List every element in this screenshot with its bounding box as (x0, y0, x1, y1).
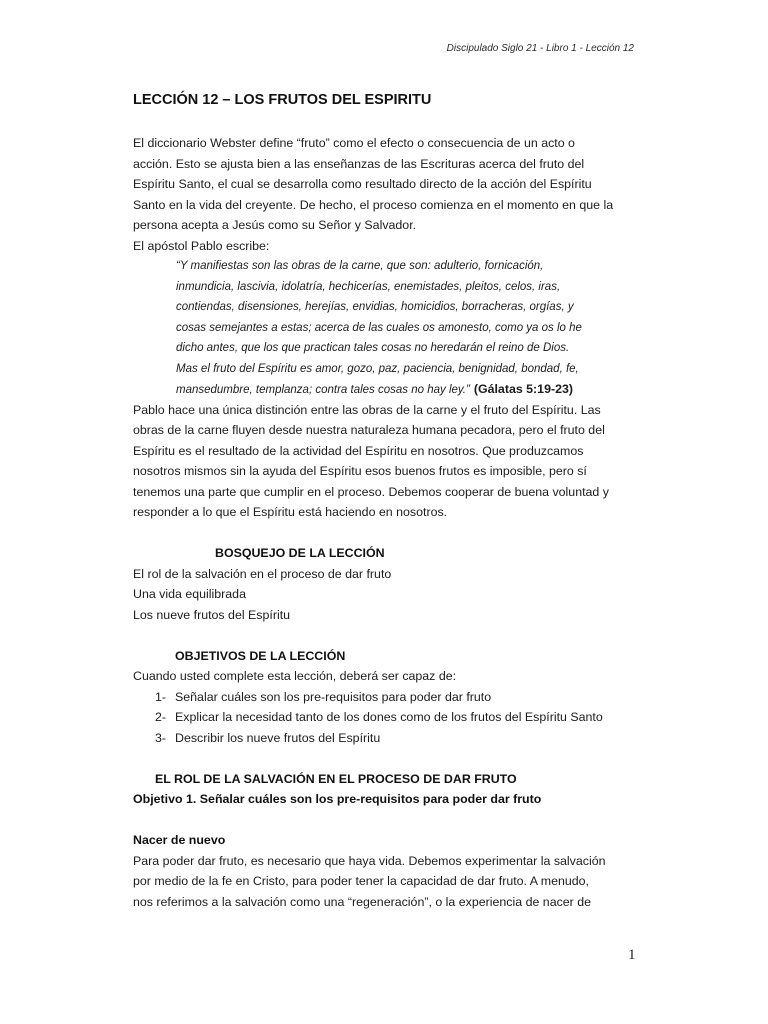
spacer (133, 810, 613, 831)
quote-last-line (133, 379, 613, 400)
spacer (133, 625, 613, 646)
outline-heading: BOSQUEJO DE LA LECCIÓN (215, 546, 385, 560)
objective-text: Describir los nueve frutos del Espíritu (175, 730, 381, 745)
intro-line: Santo en la vida del creyente. De hecho, el proceso comienza en el momento en que la (133, 197, 614, 212)
running-header: Discipulado Siglo 21 - Libro 1 - Lección 12 (446, 43, 634, 54)
objective-number: 1- (155, 689, 167, 704)
quote-line: mansedumbre, templanza; contra tales cosas no hay ley.” (176, 384, 470, 396)
commentary-line: Pablo hace una única distinción entre las obras de la carne y el fruto del Espíritu. Las (133, 402, 601, 417)
commentary-line: Espíritu es el resultado de la actividad del Espíritu en nosotros. Que produzcamos (133, 443, 584, 458)
objective-number: 3- (155, 730, 167, 745)
subsection-line: Para poder dar fruto, es necesario que haya vida. Debemos experimentar la salvación (133, 853, 606, 868)
quote-line: contiendas, disensiones, herejías, envidias, homicidios, borracheras, orgías, y (176, 301, 574, 313)
intro-line: acción. Esto se ajusta bien a las enseñanzas de las Escrituras acerca del fruto del (133, 156, 585, 171)
outline-item: Los nueve frutos del Espíritu (133, 607, 291, 622)
section-objective: Objetivo 1. Señalar cuáles son los pre-requisitos para poder dar fruto (133, 792, 542, 806)
quote-line: Mas el fruto del Espíritu es amor, gozo, paz, paciencia, benignidad, bondad, fe, (176, 362, 579, 375)
page-number: 1 (628, 947, 636, 963)
objective-item (133, 687, 613, 708)
objective-item (133, 707, 613, 728)
outline-item: El rol de la salvación en el proceso de dar fruto (133, 566, 392, 581)
spacer (133, 523, 613, 544)
quote-line: inmundicia, lascivia, idolatría, hechicerías, enemistades, pleitos, celos, iras, (176, 280, 561, 293)
commentary-line: responder a lo que el Espíritu está haciendo en nosotros. (133, 505, 448, 519)
objective-number: 2- (155, 710, 167, 724)
quote-lead: El apóstol Pablo escribe: (133, 238, 270, 253)
intro-line: El diccionario Webster define “fruto” como el efecto o consecuencia de un acto o (133, 136, 575, 150)
objectives-heading: OBJETIVOS DE LA LECCIÓN (175, 648, 346, 663)
intro-line: persona acepta a Jesús como su Señor y Salvador. (133, 218, 417, 232)
subsection-line: por medio de la fe en Cristo, para poder tener la capacidad de dar fruto. A menudo, (133, 874, 589, 888)
subsection-heading: Nacer de nuevo (133, 833, 226, 847)
quote-line: “Y manifiestas son las obras de la carne, que son: adulterio, fornicación, (176, 260, 544, 272)
section-heading: EL ROL DE LA SALVACIÓN EN EL PROCESO DE DAR FRUTO (155, 771, 517, 786)
commentary-line: tenemos una parte que cumplir en el proceso. Debemos cooperar de buena voluntad y (133, 484, 609, 499)
scripture-quote (133, 256, 613, 400)
outline-item: Una vida equilibrada (133, 587, 246, 601)
objectives-lead: Cuando usted complete esta lección, deberá ser capaz de: (133, 669, 457, 683)
commentary-line: nosotros mismos sin la ayuda del Espíritu esos buenos frutos es imposible, pero sí (133, 464, 587, 478)
scripture-reference: (Gálatas 5:19-23) (473, 382, 574, 396)
quote-line: dicho antes, que los que practican tales cosas no heredarán el reino de Dios. (176, 342, 570, 354)
quote-line: cosas semejantes a estas; acerca de las cuales os amonesto, como ya os lo he (176, 321, 582, 334)
objective-text: Señalar cuáles son los pre-requisitos para poder dar fruto (175, 689, 492, 704)
lesson-body (133, 133, 613, 912)
commentary-line: obras de la carne fluyen desde nuestra naturaleza humana pecadora, pero el fruto del (133, 423, 605, 437)
subsection-line: nos referimos a la salvación como una “regeneración”, o la experiencia de nacer de (133, 894, 592, 909)
intro-line: Espíritu Santo, el cual se desarrolla como resultado directo de la acción del Espíritu (133, 177, 592, 191)
objective-item (133, 728, 613, 749)
lesson-title: LECCIÓN 12 – LOS FRUTOS DEL ESPIRITU (133, 92, 432, 108)
objective-text: Explicar la necesidad tanto de los dones como de los frutos del Espíritu Santo (175, 710, 603, 724)
spacer (133, 748, 613, 769)
